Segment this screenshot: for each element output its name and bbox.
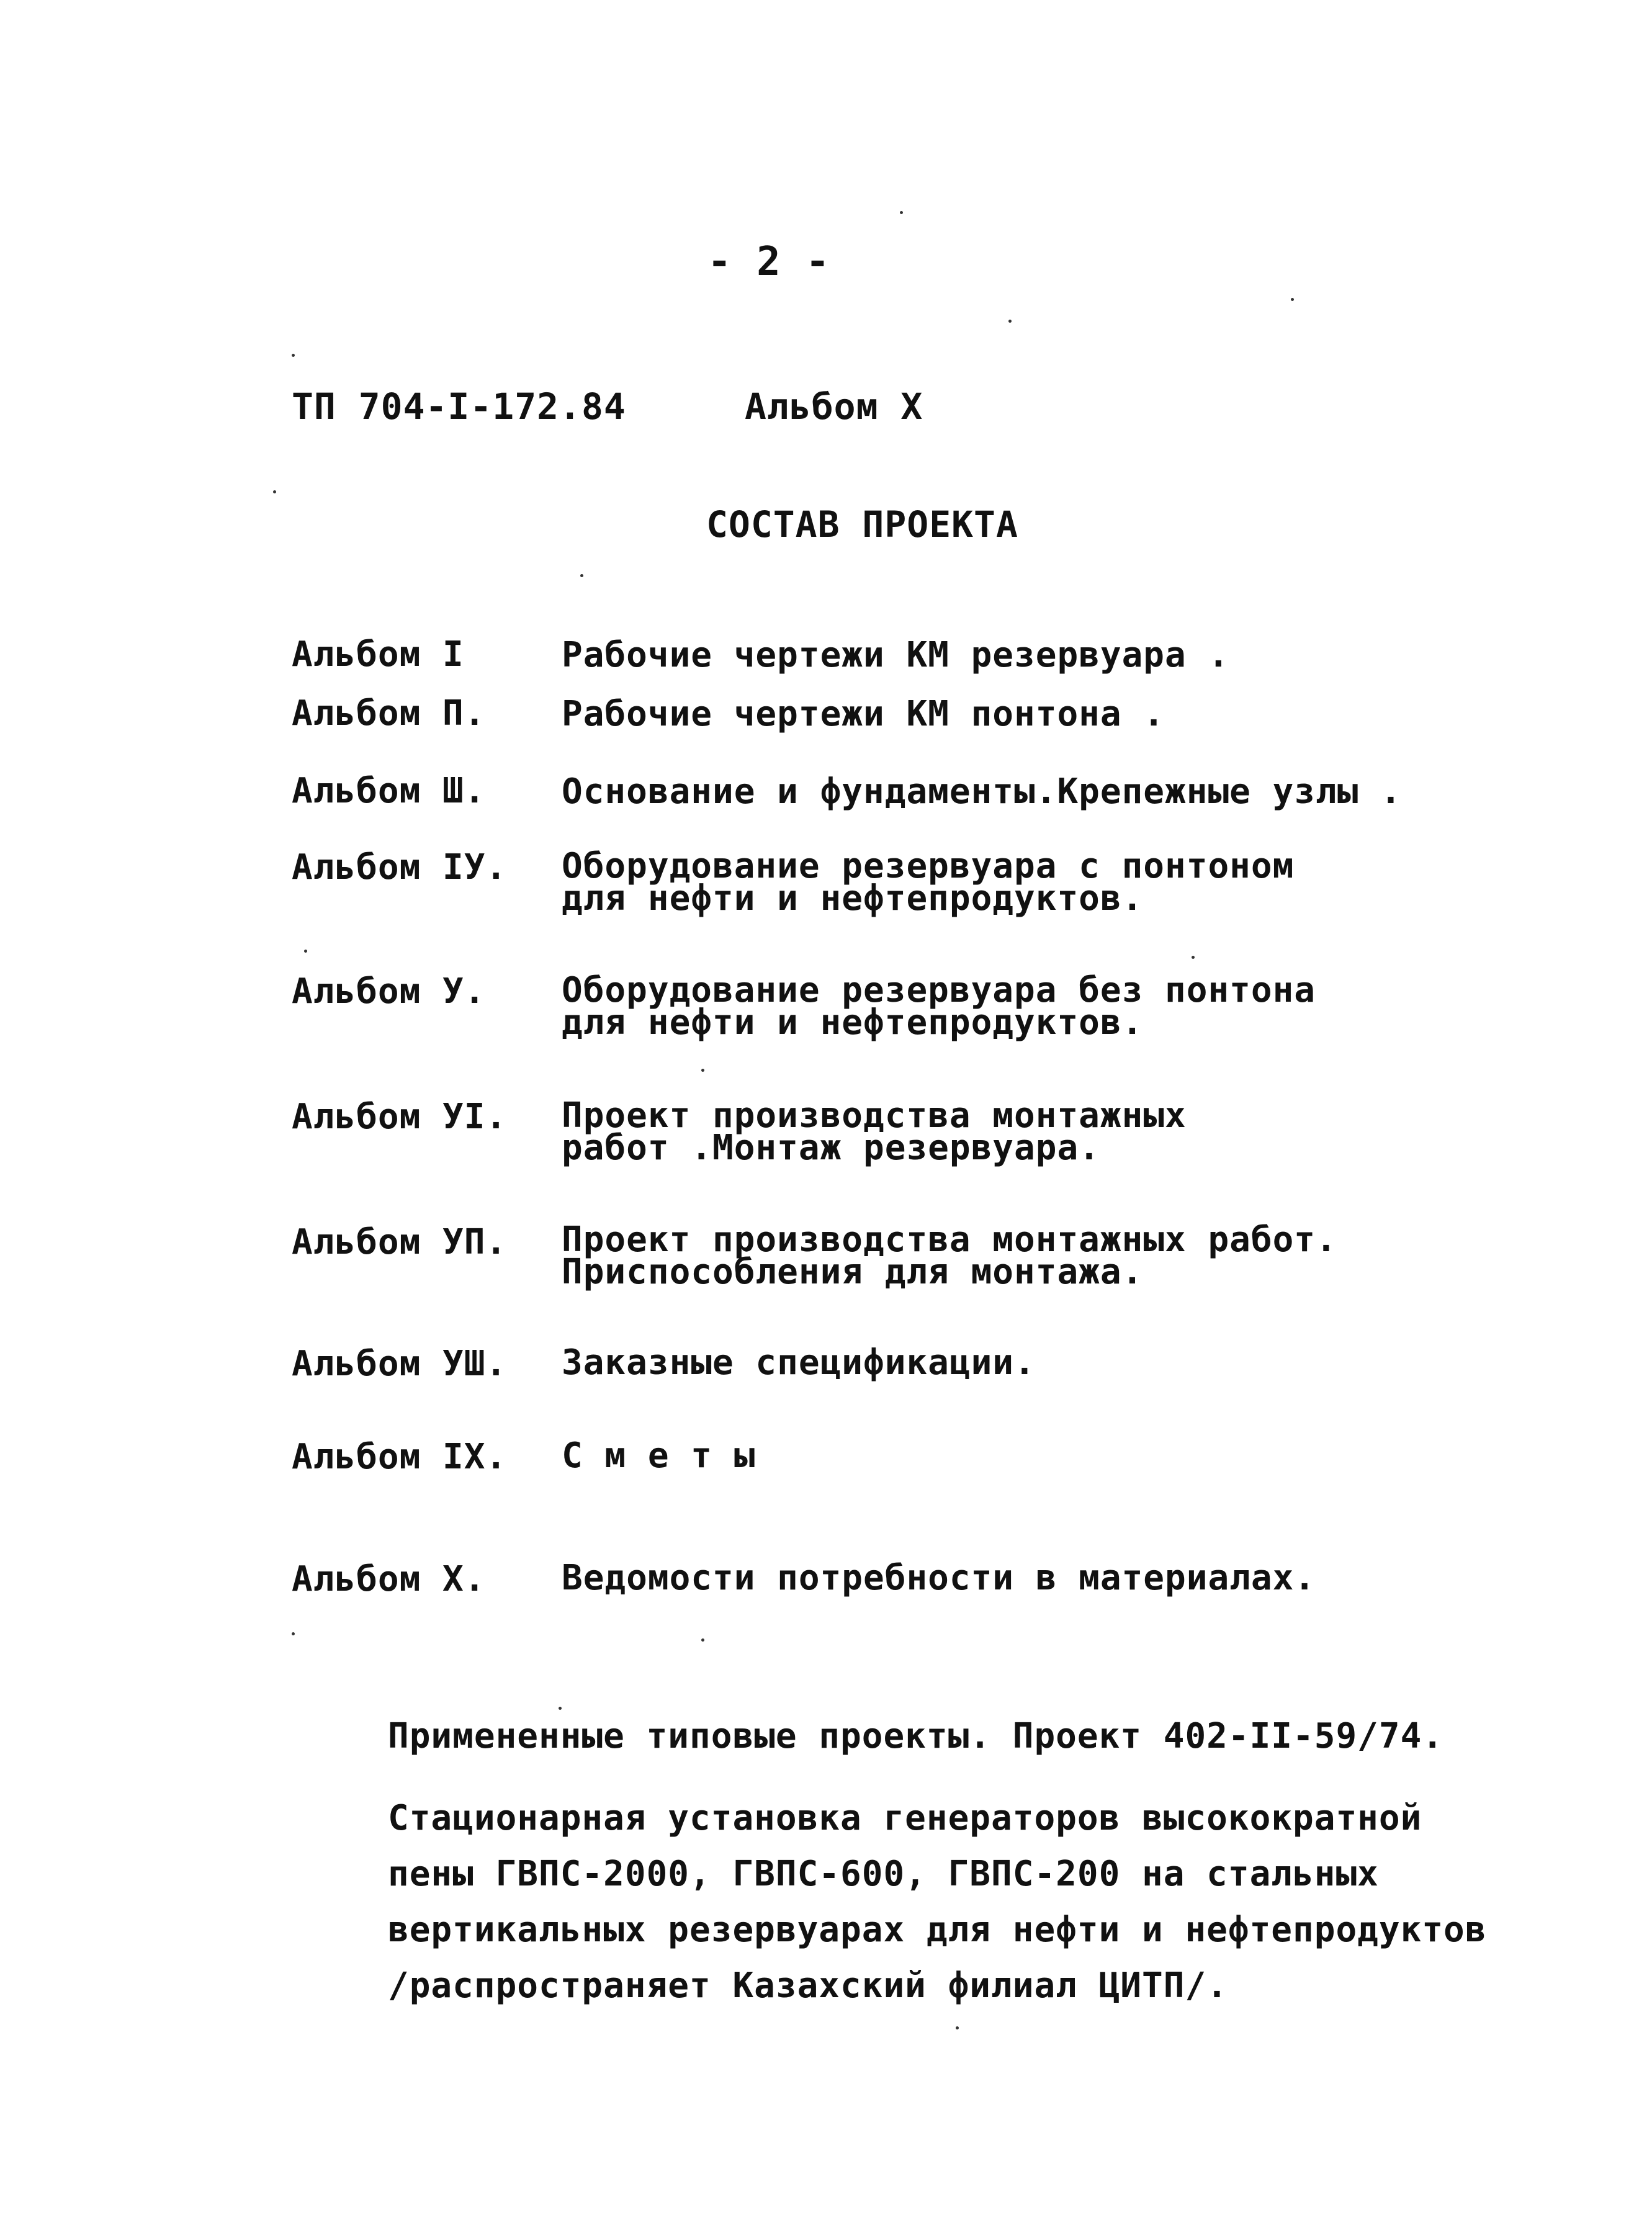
applied-projects: Примененные типовые проекты. Проект 402-II-59/74. (388, 1716, 1444, 1756)
scan-speck (956, 2026, 959, 2029)
document-code: ТП 704-I-172.84 (292, 385, 626, 428)
album-label: Альбом УI. (292, 1097, 508, 1137)
scan-speck (580, 574, 583, 577)
album-description: С м е т ы (562, 1436, 756, 1476)
album-label: Альбом УШ. (292, 1344, 508, 1384)
scan-speck (304, 950, 307, 953)
scan-speck (1291, 298, 1294, 301)
album-description: Ведомости потребности в материалах. (562, 1558, 1316, 1598)
scan-speck (701, 1069, 704, 1072)
album-label: Альбом У. (292, 971, 486, 1012)
scan-speck (1008, 320, 1012, 323)
album-description: Рабочие чертежи КМ резервуара . (562, 635, 1230, 675)
scan-speck (559, 1707, 562, 1710)
album-description: Проект производства монтажных работ. Приспособления для монтажа. (562, 1220, 1337, 1292)
page-number: - 2 - (707, 239, 830, 285)
scan-speck (1192, 956, 1195, 959)
album-description: Оборудование резервуара без понтона для нефти и нефтепродуктов. (562, 970, 1316, 1043)
album-label: Альбом X. (292, 1559, 486, 1599)
album-reference: Альбом X (745, 385, 923, 428)
album-description: Основание и фундаменты.Крепежные узлы . (562, 771, 1402, 812)
album-label: Альбом IУ. (292, 847, 508, 888)
project-note: Стационарная установка генераторов высокократной пены ГВПС-2000, ГВПС-600, ГВПС-200 на стальных вертикальных резервуарах для нефти и нефтепродуктов /распространяет Казахский филиал ЦИТП/. (388, 1798, 1487, 2006)
album-description: Проект производства монтажных работ .Монтаж резервуара. (562, 1095, 1187, 1168)
scan-speck (292, 354, 295, 357)
scan-speck (701, 1638, 704, 1642)
album-label: Альбом IX. (292, 1437, 508, 1477)
scan-speck (273, 490, 276, 493)
album-description: Заказные спецификации. (562, 1342, 1036, 1383)
album-description: Рабочие чертежи КМ понтона . (562, 694, 1165, 734)
album-description: Оборудование резервуара с понтоном для нефти и нефтепродуктов. (562, 846, 1295, 919)
scan-speck (292, 1632, 295, 1635)
album-label: Альбом П. (292, 693, 486, 734)
album-label: Альбом Ш. (292, 771, 486, 811)
section-title: СОСТАВ ПРОЕКТА (706, 503, 1018, 546)
album-label: Альбом УП. (292, 1222, 508, 1262)
album-label: Альбом I (292, 634, 464, 675)
scan-speck (900, 211, 903, 214)
